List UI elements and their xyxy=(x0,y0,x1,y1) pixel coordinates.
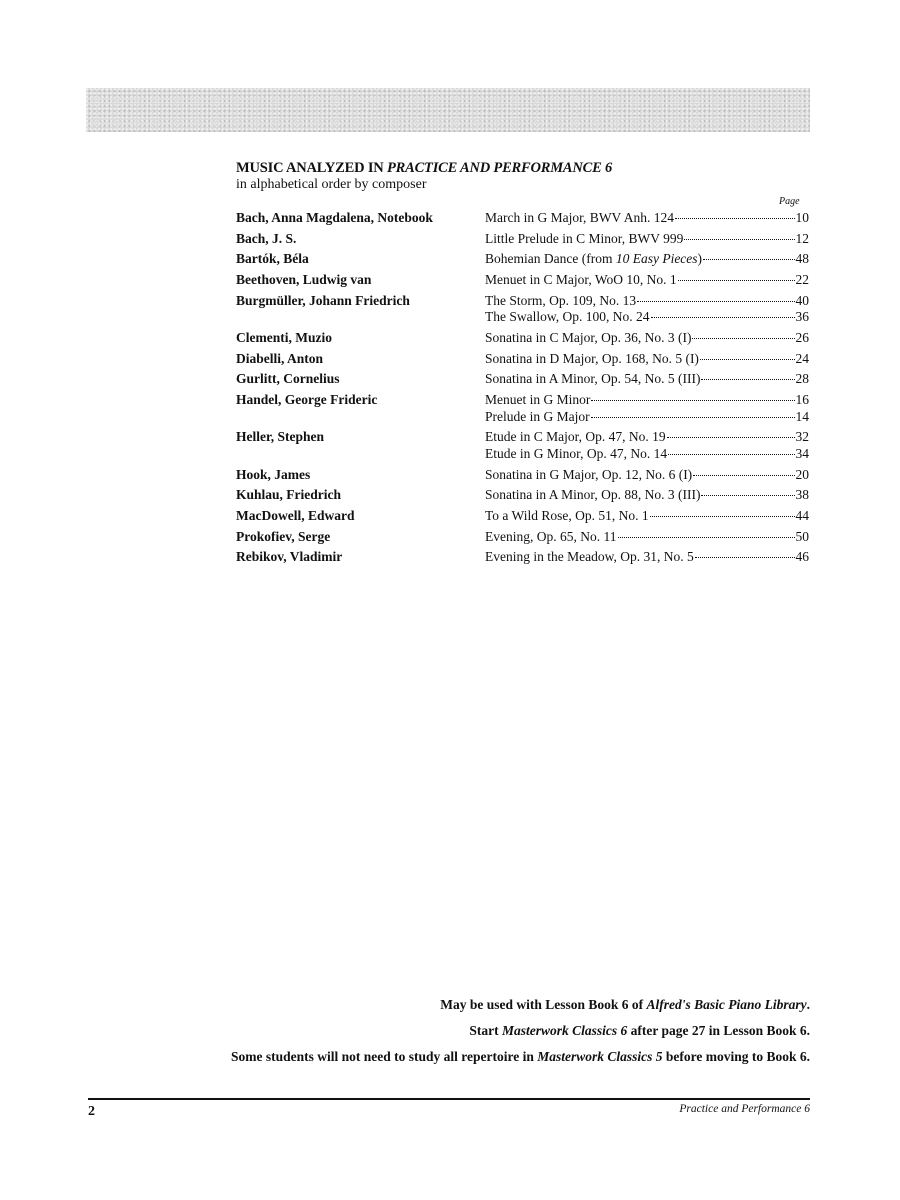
page-ref: 14 xyxy=(795,408,809,424)
dot-leader xyxy=(668,454,794,455)
piece-title: Etude in C Major, Op. 47, No. 19 xyxy=(485,429,666,445)
piece-title: Etude in G Minor, Op. 47, No. 14 xyxy=(485,445,668,461)
composer-name: Beethoven, Ludwig van xyxy=(236,272,372,288)
page-subheading: in alphabetical order by composer xyxy=(236,177,427,192)
page-ref: 48 xyxy=(795,251,809,267)
composer-name: Hook, James xyxy=(236,466,311,482)
page-number: 2 xyxy=(88,1104,95,1119)
composer-name: Kuhlau, Friedrich xyxy=(236,487,342,503)
footer-rule xyxy=(88,1098,810,1100)
composer-name: Handel, George Frideric xyxy=(236,392,378,408)
piece-entry xyxy=(485,487,809,503)
page-ref: 16 xyxy=(795,392,809,408)
piece-title: To a Wild Rose, Op. 51, No. 1 xyxy=(485,507,649,523)
composer-name: Gurlitt, Cornelius xyxy=(236,371,340,387)
piece-entry xyxy=(485,293,809,309)
contents-row xyxy=(0,251,900,269)
usage-notes xyxy=(231,992,810,1070)
contents-row xyxy=(0,330,900,348)
dot-leader xyxy=(675,218,795,219)
page-ref: 34 xyxy=(795,445,809,461)
contents-row xyxy=(0,371,900,389)
dot-leader xyxy=(700,359,795,360)
heading-prefix: MUSIC ANALYZED IN xyxy=(236,160,387,176)
contents-row xyxy=(0,409,900,427)
dot-leader xyxy=(667,437,795,438)
dot-leader xyxy=(701,495,794,496)
composer-name: Prokofiev, Serge xyxy=(236,528,331,544)
piece-entry xyxy=(485,251,809,267)
page-ref: 20 xyxy=(795,466,809,482)
piece-entry xyxy=(485,371,809,387)
piece-entry xyxy=(485,231,809,247)
page-ref: 22 xyxy=(795,272,809,288)
page-heading xyxy=(236,160,612,177)
page-ref: 12 xyxy=(795,230,809,246)
composer-name: Rebikov, Vladimir xyxy=(236,549,343,565)
piece-entry xyxy=(485,446,809,462)
dot-leader xyxy=(692,338,794,339)
contents-row xyxy=(0,351,900,369)
composer-name: Bach, Anna Magdalena, Notebook xyxy=(236,210,433,225)
piece-title: Evening, Op. 65, No. 11 xyxy=(485,528,617,544)
page-ref: 50 xyxy=(795,528,809,544)
piece-title: Bohemian Dance (from 10 Easy Pieces) xyxy=(485,251,703,267)
dot-leader xyxy=(703,259,794,260)
contents-row xyxy=(0,446,900,464)
page-ref: 40 xyxy=(795,292,809,308)
dot-leader xyxy=(591,400,794,401)
contents-row xyxy=(0,429,900,447)
composer-name: Bartók, Béla xyxy=(236,251,309,267)
composer-name: Burgmüller, Johann Friedrich xyxy=(236,292,410,308)
page-ref: 44 xyxy=(795,507,809,523)
composer-name: Diabelli, Anton xyxy=(236,350,324,366)
dot-leader xyxy=(591,417,795,418)
composer-name: Clementi, Muzio xyxy=(236,330,332,345)
piece-entry xyxy=(485,330,809,346)
page-ref: 38 xyxy=(795,487,809,503)
dot-leader xyxy=(695,557,795,558)
dot-leader xyxy=(651,317,795,318)
contents-row xyxy=(0,508,900,526)
piece-entry xyxy=(485,549,809,565)
contents-row xyxy=(0,529,900,547)
piece-title: Menuet in C Major, WoO 10, No. 1 xyxy=(485,272,677,288)
piece-entry xyxy=(485,272,809,288)
usage-note-1: May be used with Lesson Book 6 of Alfred's Basic Piano Library. xyxy=(440,997,810,1012)
page-ref: 36 xyxy=(795,309,809,325)
piece-entry xyxy=(485,351,809,367)
piece-entry xyxy=(485,508,809,524)
contents-row xyxy=(0,487,900,505)
piece-title: Sonatina in G Major, Op. 12, No. 6 (I) xyxy=(485,466,693,482)
piece-title: March in G Major, BWV Anh. 124 xyxy=(485,210,674,225)
contents-row xyxy=(0,549,900,567)
piece-title: The Storm, Op. 109, No. 13 xyxy=(485,292,637,308)
page-ref: 24 xyxy=(795,350,809,366)
page-ref: 26 xyxy=(795,330,809,345)
dot-leader xyxy=(618,537,795,538)
contents-row xyxy=(0,231,900,249)
composer-name: Bach, J. S. xyxy=(236,230,297,246)
dot-leader xyxy=(684,239,794,240)
contents-row xyxy=(0,210,900,228)
contents-row xyxy=(0,293,900,311)
usage-note-3: Some students will not need to study all repertoire in Masterwork Classics 5 before moving to Book 6. xyxy=(230,1049,810,1064)
piece-title: Menuet in G Minor xyxy=(485,392,591,408)
piece-entry xyxy=(485,467,809,483)
heading-book-title: PRACTICE AND PERFORMANCE 6 xyxy=(386,160,613,176)
contents-row xyxy=(0,272,900,290)
piece-title: Evening in the Meadow, Op. 31, No. 5 xyxy=(485,549,694,565)
running-title: Practice and Performance 6 xyxy=(679,1103,810,1115)
page-ref: 10 xyxy=(795,210,809,225)
piece-entry xyxy=(485,392,809,408)
piece-title: Sonatina in C Major, Op. 36, No. 3 (I) xyxy=(485,330,692,345)
piece-title: The Swallow, Op. 100, No. 24 xyxy=(485,309,650,325)
piece-entry xyxy=(485,409,809,425)
page-ref: 28 xyxy=(795,371,809,387)
header-banner xyxy=(86,88,810,132)
dot-leader xyxy=(701,379,794,380)
piece-entry xyxy=(485,529,809,545)
piece-title: Sonatina in A Minor, Op. 88, No. 3 (III) xyxy=(485,487,701,503)
composer-name: Heller, Stephen xyxy=(236,429,325,445)
dot-leader xyxy=(637,301,794,302)
dot-leader xyxy=(693,475,794,476)
page-column-label: Page xyxy=(779,196,800,207)
dot-leader xyxy=(650,516,795,517)
contents-row xyxy=(0,467,900,485)
piece-entry xyxy=(485,210,809,226)
piece-entry xyxy=(485,429,809,445)
page-ref: 46 xyxy=(795,549,809,565)
usage-note-2: Start Masterwork Classics 6 after page 27 in Lesson Book 6. xyxy=(469,1023,810,1038)
piece-title: Little Prelude in C Minor, BWV 999 xyxy=(485,230,684,246)
composer-name: MacDowell, Edward xyxy=(236,507,355,523)
contents-row xyxy=(0,392,900,410)
dot-leader xyxy=(678,280,795,281)
piece-title: Sonatina in A Minor, Op. 54, No. 5 (III) xyxy=(485,371,701,387)
piece-entry xyxy=(485,309,809,325)
piece-title: Prelude in G Major xyxy=(485,408,590,424)
page-ref: 32 xyxy=(795,429,809,445)
piece-title: Sonatina in D Major, Op. 168, No. 5 (I) xyxy=(485,350,699,366)
contents-row xyxy=(0,309,900,327)
